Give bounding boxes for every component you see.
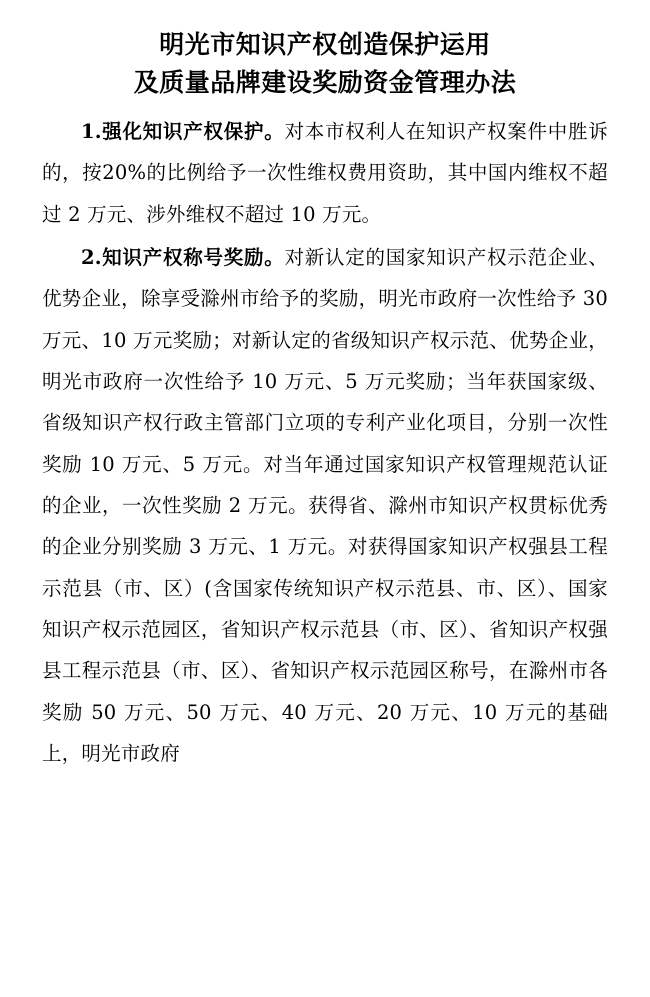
paragraph-1 bbox=[42, 111, 608, 235]
paragraph-2 bbox=[42, 237, 608, 774]
page-title-line-2: 及质量品牌建设奖励资金管理办法 bbox=[133, 67, 517, 97]
paragraph-1-body: 对本市权利人在知识产权案件中胜诉的，按20%的比例给予一次性维权费用资助，其中国内维权不超过 2 万元、涉外维权不超过 10 万元。 bbox=[42, 120, 609, 226]
paragraph-2-lead: 2.知识产权称号奖励。 bbox=[81, 245, 285, 269]
page-title bbox=[42, 26, 608, 101]
paragraph-2-body: 对新认定的国家知识产权示范企业、优势企业，除享受滁州市给予的奖励，明光市政府一次性给予 30 万元、10 万元奖励；对新认定的省级知识产权示范、优势企业，明光市政府一次性给予 10 万元、5 万元奖励；当年获国家级、省级知识产权行政主管部门立项的专利产业化项目，分别一次性奖励 10 万元、5 万元。对当年通过国家知识产权管理规范认证的企业，一次性奖励 2 万元。获得省、滁州市知识产权贯标优秀的企业分别奖励 3 万元、1 万元。对获得国家知识产权强县工程示范县（市、区）(含国家传统知识产权示范县、市、区）、国家知识产权示范园区，省知识产权示范县（市、区）、省知识产权强县工程示范县（市、区）、省知识产权示范园区称号，在滁州市各奖励 50 万元、50 万元、40 万元、20 万元、10 万元的基础上，明光市政府 bbox=[42, 245, 609, 765]
page-title-line-1: 明光市知识产权创造保护运用 bbox=[159, 30, 491, 59]
paragraph-1-lead: 1.强化知识产权保护。 bbox=[81, 120, 285, 143]
